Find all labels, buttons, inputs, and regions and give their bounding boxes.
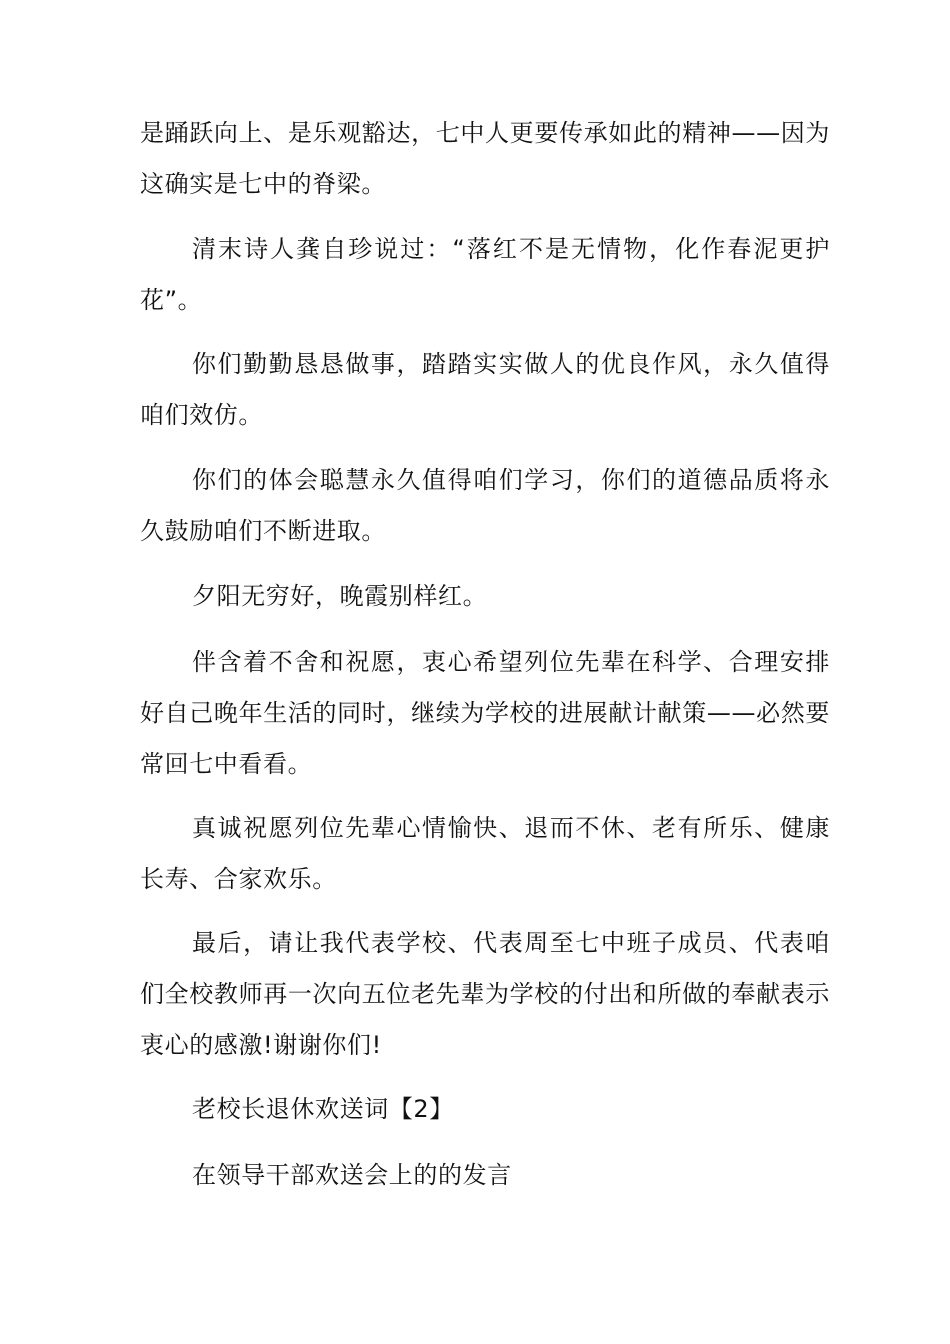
paragraph: 清末诗人龚自珍说过：“落红不是无情物，化作春泥更护花”。 <box>140 235 830 314</box>
paragraph: 伴含着不舍和祝愿，衷心希望列位先辈在科学、合理安排好自己晚年生活的同时，继续为学校的进展献计献策——必然要常回七中看看。 <box>140 648 830 778</box>
paragraph: 真诚祝愿列位先辈心情愉快、退而不休、老有所乐、健康长寿、合家欢乐。 <box>140 814 830 893</box>
paragraph: 你们勤勤恳恳做事，踏踏实实做人的优良作风，永久值得咱们效仿。 <box>140 350 830 429</box>
paragraph: 最后，请让我代表学校、代表周至七中班子成员、代表咱们全校教师再一次向五位老先辈为学校的付出和所做的奉献表示衷心的感激!谢谢你们! <box>140 929 830 1059</box>
paragraph-continued: 是踊跃向上、是乐观豁达，七中人更要传承如此的精神——因为这确实是七中的脊梁。 <box>140 119 830 198</box>
paragraph: 夕阳无穷好，晚霞别样红。 <box>192 582 488 610</box>
paragraph: 你们的体会聪慧永久值得咱们学习，你们的道德品质将永久鼓励咱们不断进取。 <box>140 466 830 545</box>
subheading: 在领导干部欢送会上的的发言 <box>192 1161 512 1189</box>
section-heading: 老校长退休欢送词【2】 <box>192 1095 454 1123</box>
